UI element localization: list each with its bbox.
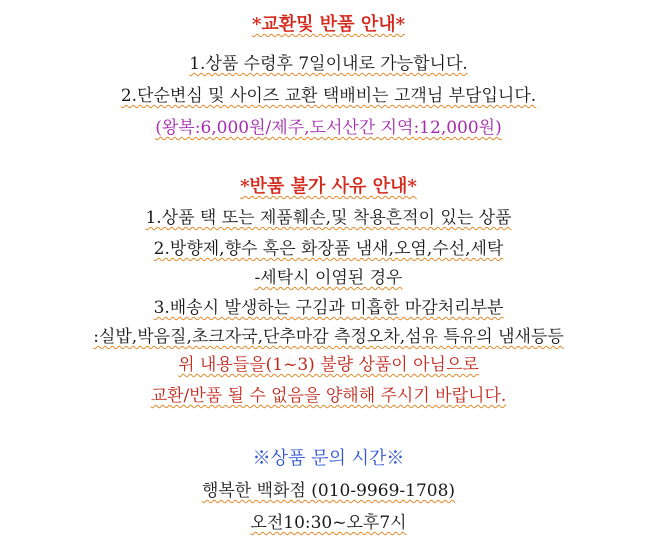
nonreturn-line-3: -세탁시 이염된 경우: [254, 268, 403, 288]
nonreturn-title: *반품 불가 사유 안내*: [240, 176, 417, 197]
nonreturn-line-2: 2.방향제,향수 혹은 화장품 냄새,오염,수선,세탁: [153, 239, 504, 259]
notice-line-2: 교환/반품 될 수 없음을 양해해 주시기 바랍니다.: [150, 386, 507, 406]
business-hours: 오전10:30~오후7시: [250, 513, 407, 533]
nonreturn-line-4: 3.배송시 발생하는 구김과 미흡한 마감처리부분: [153, 298, 504, 318]
exchange-line-2: 2.단순변심 및 사이즈 교환 택배비는 고객님 부담입니다.: [120, 86, 537, 106]
exchange-line-1: 1.상품 수령후 7일이내로 가능합니다.: [189, 54, 468, 74]
nonreturn-line-5: :실밥,박음질,초크자국,단추마감 측정오차,섬유 특유의 냄새등등: [93, 327, 564, 347]
nonreturn-line-1: 1.상품 택 또는 제품훼손,및 착용흔적이 있는 상품: [145, 208, 512, 228]
notice-line-1: 위 내용들을(1~3) 불량 상품이 아님으로: [178, 355, 479, 375]
store-contact: 행복한 백화점 (010-9969-1708): [201, 481, 456, 501]
shipping-fee-note: (왕복:6,000원/제주,도서산간 지역:12,000원): [155, 118, 502, 138]
exchange-title: *교환및 반품 안내*: [251, 14, 406, 35]
inquiry-title: ※상품 문의 시간※: [252, 448, 405, 469]
